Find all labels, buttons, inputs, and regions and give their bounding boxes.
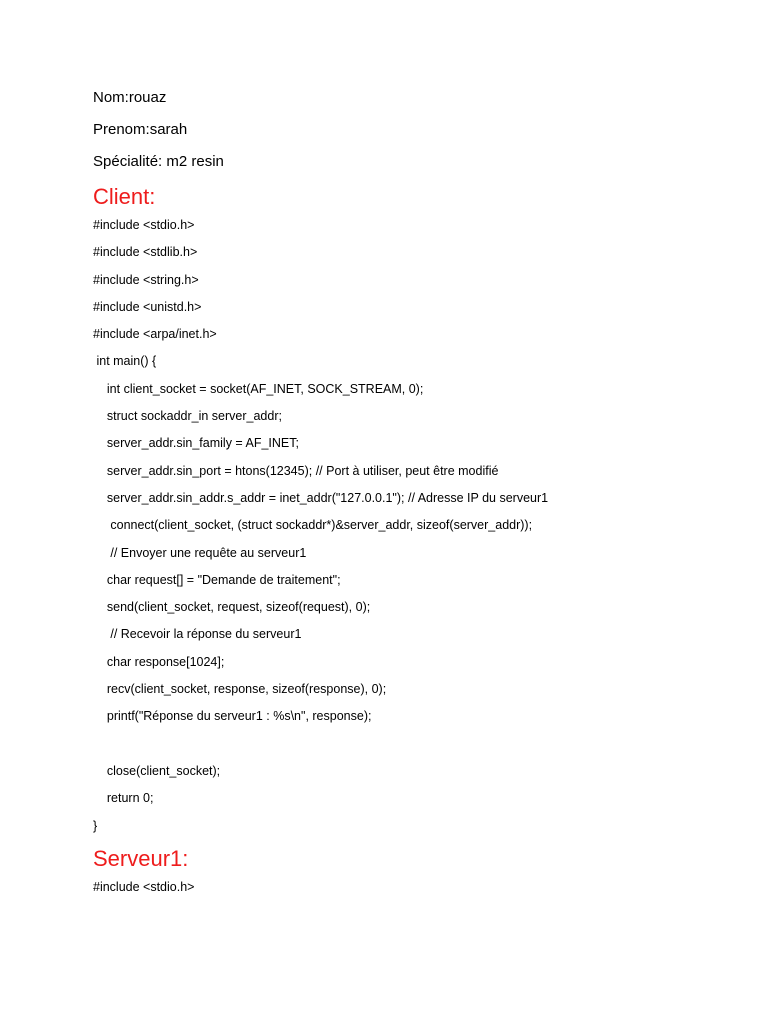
client-code-block — [93, 217, 733, 835]
code-line: int main() { — [93, 354, 157, 369]
specialite-line: Spécialité: m2 resin — [93, 153, 224, 170]
code-line: char request[] = "Demande de traitement"; — [93, 572, 341, 587]
code-line: // Recevoir la réponse du serveur1 — [93, 627, 302, 642]
nom-line: Nom:rouaz — [93, 89, 167, 106]
code-line: connect(client_socket, (struct sockaddr*)&server_addr, sizeof(server_addr)); — [93, 518, 533, 533]
server-heading: Serveur1: — [93, 845, 189, 871]
code-line: recv(client_socket, response, sizeof(response), 0); — [93, 682, 387, 697]
code-line: } — [93, 818, 98, 833]
code-line: struct sockaddr_in server_addr; — [93, 409, 282, 424]
code-line: server_addr.sin_family = AF_INET; — [93, 436, 299, 451]
code-line: server_addr.sin_port = htons(12345); // Port à utiliser, peut être modifié — [93, 463, 499, 478]
client-heading: Client: — [93, 184, 156, 209]
code-line: #include <stdlib.h> — [93, 245, 198, 260]
code-line: printf("Réponse du serveur1 : %s\n", response); — [93, 709, 372, 724]
code-line: #include <arpa/inet.h> — [93, 327, 217, 342]
code-line: close(client_socket); — [93, 763, 221, 778]
code-line: // Envoyer une requête au serveur1 — [93, 545, 307, 560]
code-line — [93, 736, 733, 753]
server-code-block — [93, 879, 733, 896]
code-line: return 0; — [93, 791, 154, 806]
code-line: server_addr.sin_addr.s_addr = inet_addr("127.0.0.1"); // Adresse IP du serveur1 — [93, 490, 549, 505]
document-page — [93, 88, 733, 906]
code-line: #include <unistd.h> — [93, 299, 202, 314]
code-line: char response[1024]; — [93, 654, 225, 669]
code-line: #include <stdio.h> — [93, 218, 195, 232]
code-line: #include <string.h> — [93, 272, 199, 287]
prenom-line: Prenom:sarah — [93, 121, 188, 138]
code-line: #include <stdio.h> — [93, 879, 195, 894]
code-line: int client_socket = socket(AF_INET, SOCK_STREAM, 0); — [93, 381, 424, 396]
code-line: send(client_socket, request, sizeof(request), 0); — [93, 600, 371, 615]
